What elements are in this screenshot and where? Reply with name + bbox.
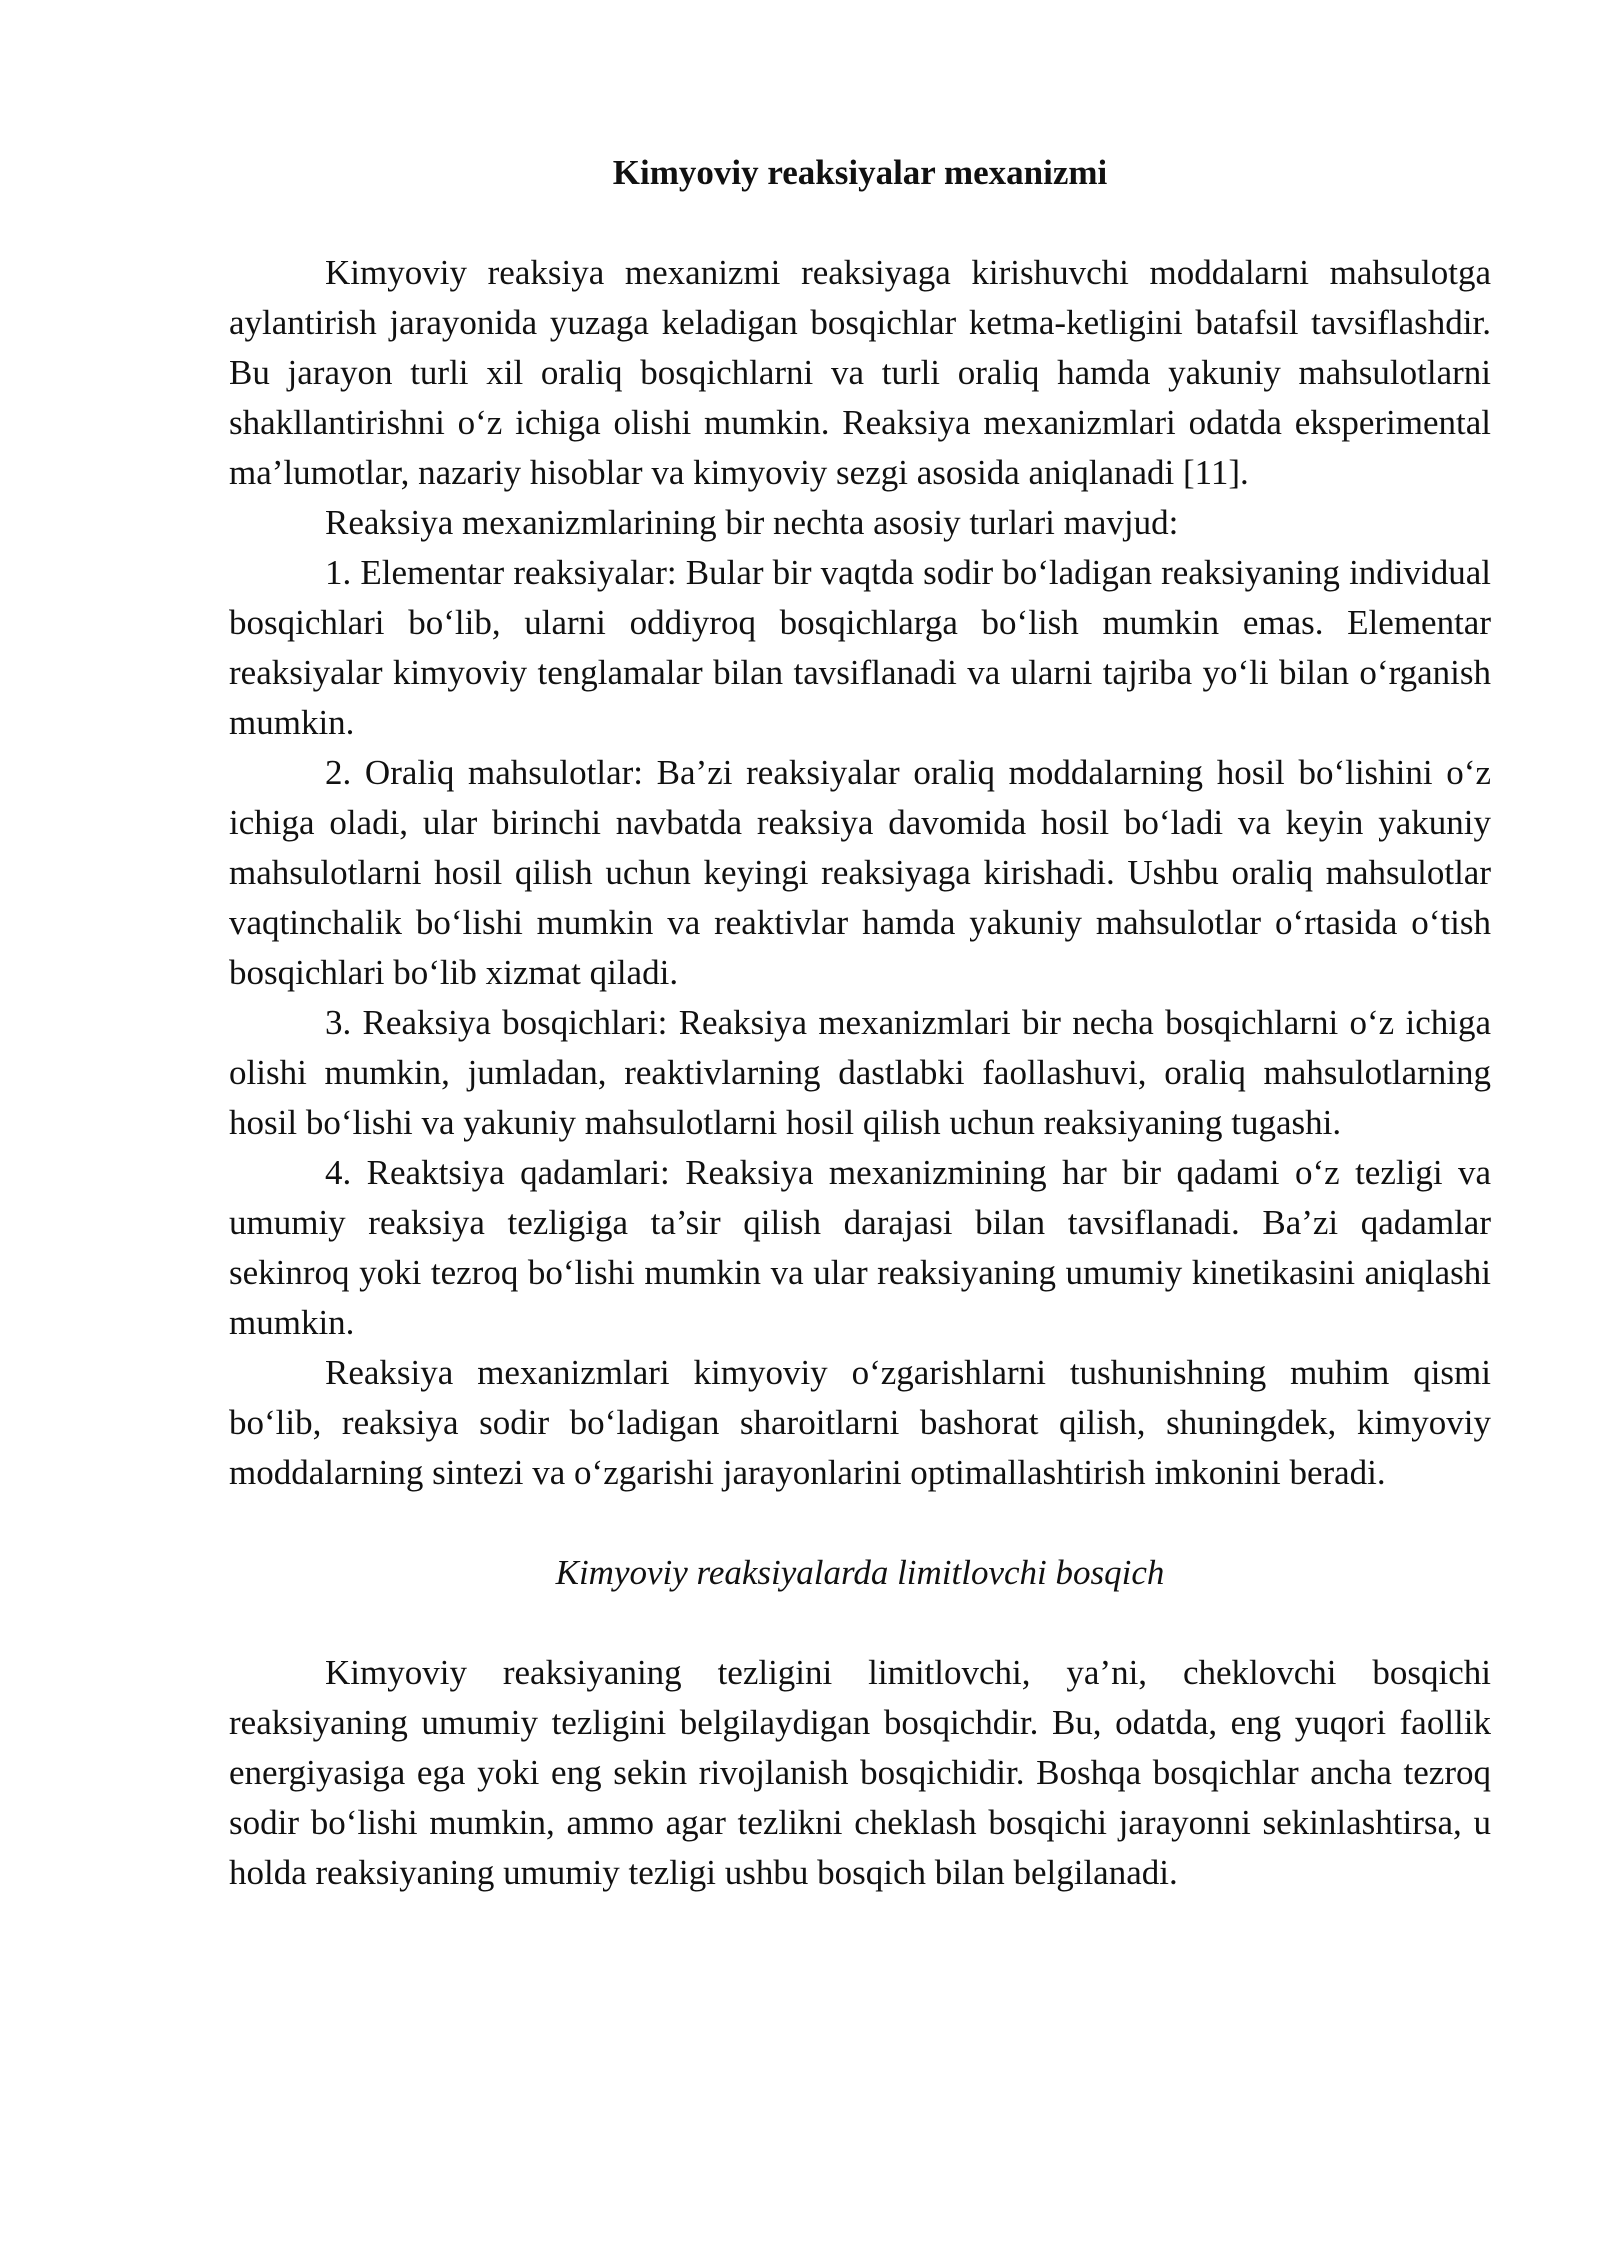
document-body <box>229 148 1491 1898</box>
section-subtitle: Kimyoviy reaksiyalarda limitlovchi bosqich <box>555 1553 1165 1592</box>
list-item-intermediates: 2. Oraliq mahsulotlar: Ba’zi reaksiyalar oraliq moddalarning hosil bo‘lishini o‘z ichiga oladi, ular birinchi navbatda reaksiya davomida hosil bo‘ladi va keyin yakuniy mahsulotlarni hosil qilish uchun keyingi reaksiyaga kirishadi. Ushbu oraliq mahsulotlar vaqtinchalik bo‘lishi mumkin va reaktivlar hamda yakuniy mahsulotlar o‘rtasida o‘tish bosqichlari bo‘lib xizmat qiladi. <box>229 753 1491 992</box>
list-item-reaction-stages: 3. Reaksiya bosqichlari: Reaksiya mexanizmlari bir necha bosqichlarni o‘z ichiga olishi mumkin, jumladan, reaktivlarning dastlabki faollashuvi, oraliq mahsulotlarning hosil bo‘lishi va yakuniy mahsulotlarni hosil qilish uchun reaksiyaning tugashi. <box>229 1003 1491 1142</box>
paragraph-intro: Kimyoviy reaksiya mexanizmi reaksiyaga kirishuvchi moddalarni mahsulotga aylantirish jarayonida yuzaga keladigan bosqichlar ketma-ketligini batafsil tavsiflashdir. Bu jarayon turli xil oraliq bosqichlarni va turli oraliq hamda yakuniy mahsulotlarni shakllantirishni o‘z ichiga olishi mumkin. Reaksiya mexanizmlari odatda eksperimental ma’lumotlar, nazariy hisoblar va kimyoviy sezgi asosida aniqlanadi [11]. <box>229 253 1491 492</box>
document-title: Kimyoviy reaksiyalar mexanizmi <box>612 153 1108 192</box>
paragraph-conclusion: Reaksiya mexanizmlari kimyoviy o‘zgarishlarni tushunishning muhim qismi bo‘lib, reaksiya sodir bo‘ladigan sharoitlarni bashorat qilish, shuningdek, kimyoviy moddalarning sintezi va o‘zgarishi jarayonlarini optimallashtirish imkonini beradi. <box>229 1353 1491 1492</box>
list-item-reaction-steps: 4. Reaktsiya qadamlari: Reaksiya mexanizmining har bir qadami o‘z tezligi va umumiy reaksiya tezligiga ta’sir qilish darajasi bilan tavsiflanadi. Ba’zi qadamlar sekinroq yoki tezroq bo‘lishi mumkin va ular reaksiyaning umumiy kinetikasini aniqlashi mumkin. <box>229 1153 1491 1342</box>
list-item-elementary-reactions: 1. Elementar reaksiyalar: Bular bir vaqtda sodir bo‘ladigan reaksiyaning individual bosqichlari bo‘lib, ularni oddiyroq bosqichlarga bo‘lish mumkin emas. Elementar reaksiyalar kimyoviy tenglamalar bilan tavsiflanadi va ularni tajriba yo‘li bilan o‘rganish mumkin. <box>229 553 1491 742</box>
paragraph-types-intro: Reaksiya mexanizmlarining bir nechta asosiy turlari mavjud: <box>325 503 1179 542</box>
paragraph-limiting-step: Kimyoviy reaksiyaning tezligini limitlovchi, ya’ni, cheklovchi bosqichi reaksiyaning umumiy tezligini belgilaydigan bosqichdir. Bu, odatda, eng yuqori faollik energiyasiga ega yoki eng sekin rivojlanish bosqichidir. Boshqa bosqichlar ancha tezroq sodir bo‘lishi mumkin, ammo agar tezlikni cheklash bosqichi jarayonni sekinlashtirsa, u holda reaksiyaning umumiy tezligi ushbu bosqich bilan belgilanadi. <box>229 1653 1491 1892</box>
